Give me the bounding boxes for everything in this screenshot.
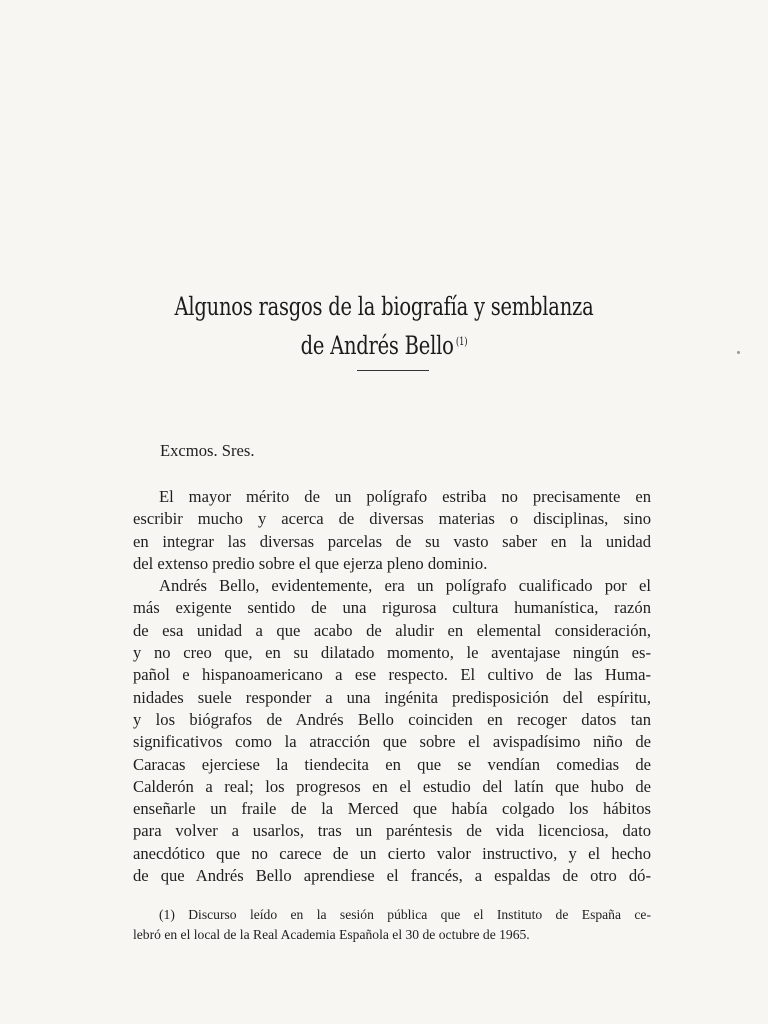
body-text [133,486,651,887]
body-line: anecdótico que no carece de un cierto valor instructivo, y el hecho [133,843,651,863]
body-line: más exigente sentido de una rigurosa cultura humanística, razón [133,598,651,618]
salutation: Excmos. Sres. [160,441,255,460]
article-title-line-1: Algunos rasgos de la biografía y semblanza [174,292,594,321]
body-line: para volver a usarlos, tras un paréntesis de vida licenciosa, dato [133,821,651,841]
body-line: de que Andrés Bello aprendiese el francés, a espaldas de otro dó- [133,866,651,886]
body-line: Caracas ejerciese la tiendecita en que se vendían comedias de [133,754,651,774]
body-line: del extenso predio sobre el que ejerza pleno dominio. [133,553,488,573]
title-footnote-marker: (1) [455,335,468,348]
body-line: significativos como la atracción que sobre el avispadísimo niño de [133,732,651,752]
body-line: Andrés Bello, evidentemente, era un polígrafo cualificado por el [159,576,651,596]
article-title-line-2 [84,333,683,358]
footnote [133,905,651,945]
body-line: Calderón a real; los progresos en el estudio del latín que hubo de [133,776,651,796]
title-divider-rule [357,370,429,371]
article-title-text: de Andrés Bello [300,331,454,360]
body-line: y no creo que, en su dilatado momento, le aventajase ningún es- [133,643,651,663]
footnote-line: (1) Discurso leído en la sesión pública que el Instituto de España ce- [159,907,651,922]
footnote-line: lebró en el local de la Real Academia Española el 30 de octubre de 1965. [133,927,530,942]
body-line: y los biógrafos de Andrés Bello coinciden en recoger datos tan [133,709,651,729]
body-line: en integrar las diversas parcelas de su vasto saber en la unidad [133,531,651,551]
body-line: de esa unidad a que acabo de aludir en elemental consideración, [133,620,651,640]
body-line: pañol e hispanoamericano a ese respecto. El cultivo de las Huma- [133,665,651,685]
body-line: El mayor mérito de un polígrafo estriba no precisamente en [159,487,651,506]
body-line: nidades suele responder a una ingénita predisposición del espíritu, [133,687,651,707]
body-line: enseñarle un fraile de la Merced que había colgado los hábitos [133,799,651,819]
scan-speck [737,351,740,354]
body-line: escribir mucho y acerca de diversas materias o disciplinas, sino [133,509,651,529]
